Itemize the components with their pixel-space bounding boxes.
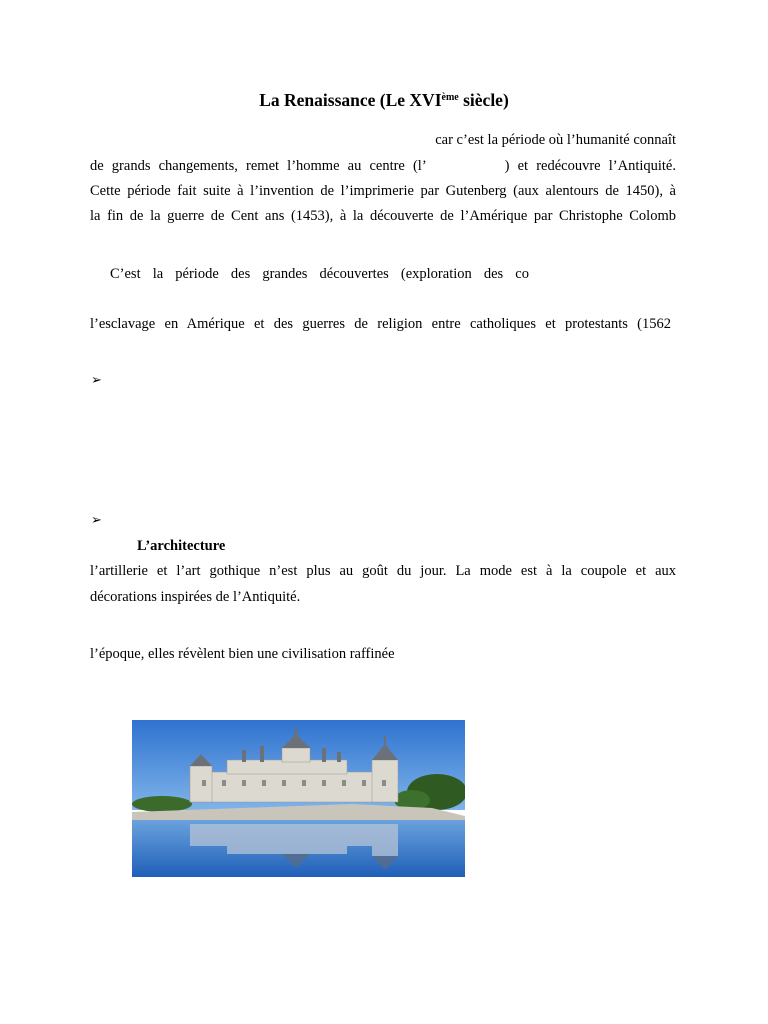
page-title — [0, 90, 768, 111]
paragraph1-line3: Cette période fait suite à l’invention de l’imprimerie par Gutenberg (aux alentours de 1450), à — [90, 183, 676, 199]
paragraph2-line1: C’est la période des grandes découvertes (exploration des co — [110, 266, 529, 282]
bullet-arrow-icon: ➢ — [91, 513, 102, 528]
paragraph1-line2 — [90, 157, 676, 175]
paragraph1-line1: car c’est la période où l’humanité connaît — [435, 132, 676, 148]
chateau-photo — [132, 720, 465, 877]
architecture-line2: décorations inspirées de l’Antiquité. — [90, 589, 301, 605]
architecture-line3: l’époque, elles révèlent bien une civilisation raffinée — [90, 646, 395, 662]
architecture-line1: l’artillerie et l’art gothique n’est plus au goût du jour. La mode est à la coupole et aux — [90, 563, 676, 579]
paragraph1-line4: la fin de la guerre de Cent ans (1453), à la découverte de l’Amérique par Christophe Colomb — [90, 208, 676, 224]
title-main: La Renaissance (Le XVI — [259, 90, 442, 110]
architecture-heading: L’architecture — [137, 538, 226, 554]
paragraph1-line2-a: de grands changements, remet l’homme au centre (l’ — [90, 158, 427, 174]
paragraph2-line2: l’esclavage en Amérique et des guerres de religion entre catholiques et protestants (1562 — [90, 316, 671, 332]
bullet-arrow-icon: ➢ — [91, 373, 102, 388]
paragraph1-line2-b: ) et redécouvre l’Antiquité. — [504, 158, 676, 174]
title-end: siècle) — [458, 90, 509, 110]
title-superscript: ème — [441, 92, 459, 103]
